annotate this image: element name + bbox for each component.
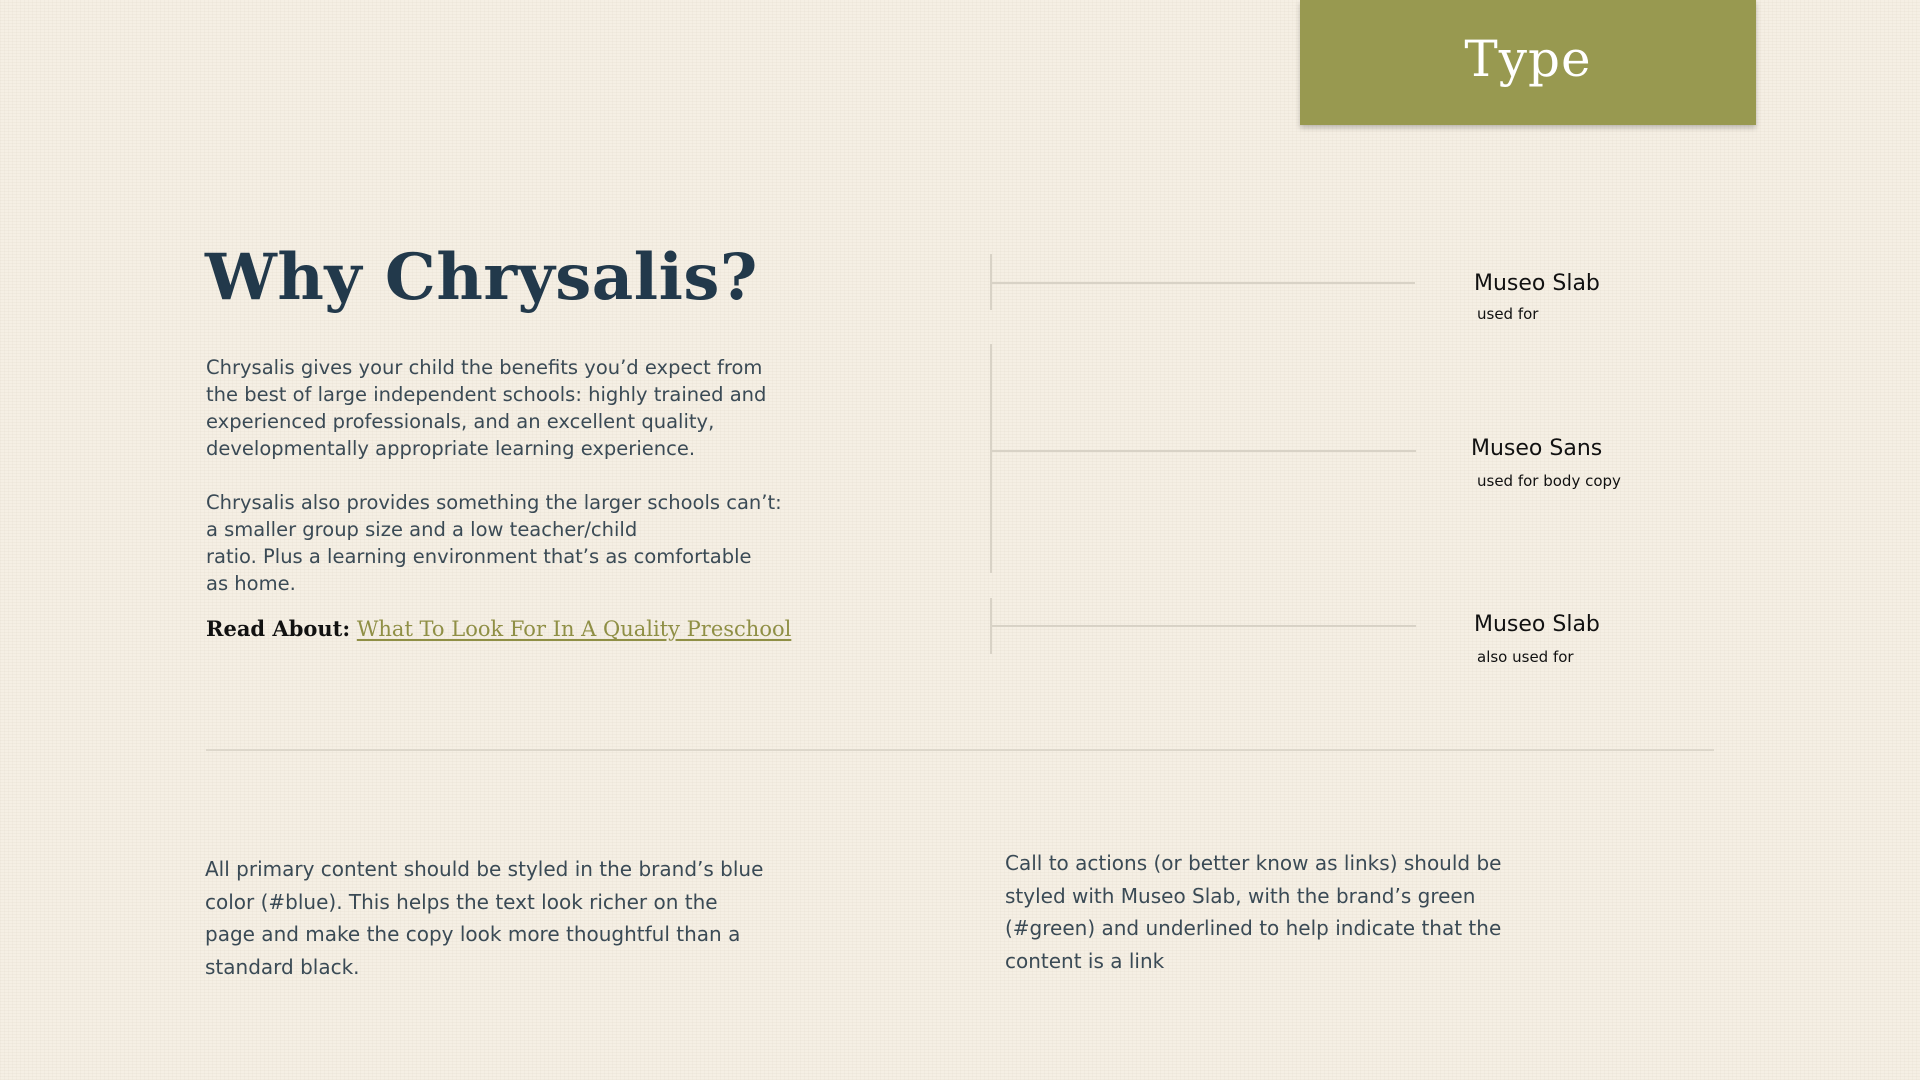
sample-paragraph-2: Chrysalis also provides something the larger schools can’t: a smaller group size and a low teacher/child ratio. Plus a learning environment that’s as comfortable as home. [206, 491, 782, 595]
read-about-label: Read About: [206, 616, 351, 641]
guide-line-heading [990, 282, 1415, 284]
primary-content-note: All primary content should be styled in the brand’s blue color (#blue). This helps the text look richer on the page and make the copy look more thoughtful than a standard black. [205, 857, 764, 979]
annotation-usage-heading: used for [1477, 305, 1539, 323]
guide-line-body [990, 450, 1416, 452]
read-about-line [206, 616, 791, 641]
header-title: Type [1464, 29, 1592, 88]
guide-line-link [990, 625, 1416, 627]
read-about-link[interactable]: What To Look For In A Quality Preschool [356, 617, 792, 641]
annotation-font-link: Museo Slab [1474, 612, 1600, 637]
annotation-usage-link: also used for [1477, 648, 1574, 666]
annotation-usage-body: used for body copy [1477, 472, 1621, 490]
guide-bracket-body [990, 344, 992, 573]
sample-heading: Why Chrysalis? [205, 240, 758, 315]
annotation-font-heading: Museo Slab [1474, 271, 1600, 296]
type-header-tab [1300, 0, 1756, 125]
section-divider [206, 749, 1714, 751]
link-styling-note: Call to actions (or better know as links) should be styled with Museo Slab, with the brand’s green (#green) and underlined to help indicate that the content is a link [1005, 851, 1502, 973]
annotation-font-body: Museo Sans [1471, 436, 1603, 461]
sample-paragraph-1: Chrysalis gives your child the benefits you’d expect from the best of large independent schools: highly trained and experienced professionals, and an excellent quality, developmentally appropriate learning experience. [206, 356, 767, 460]
